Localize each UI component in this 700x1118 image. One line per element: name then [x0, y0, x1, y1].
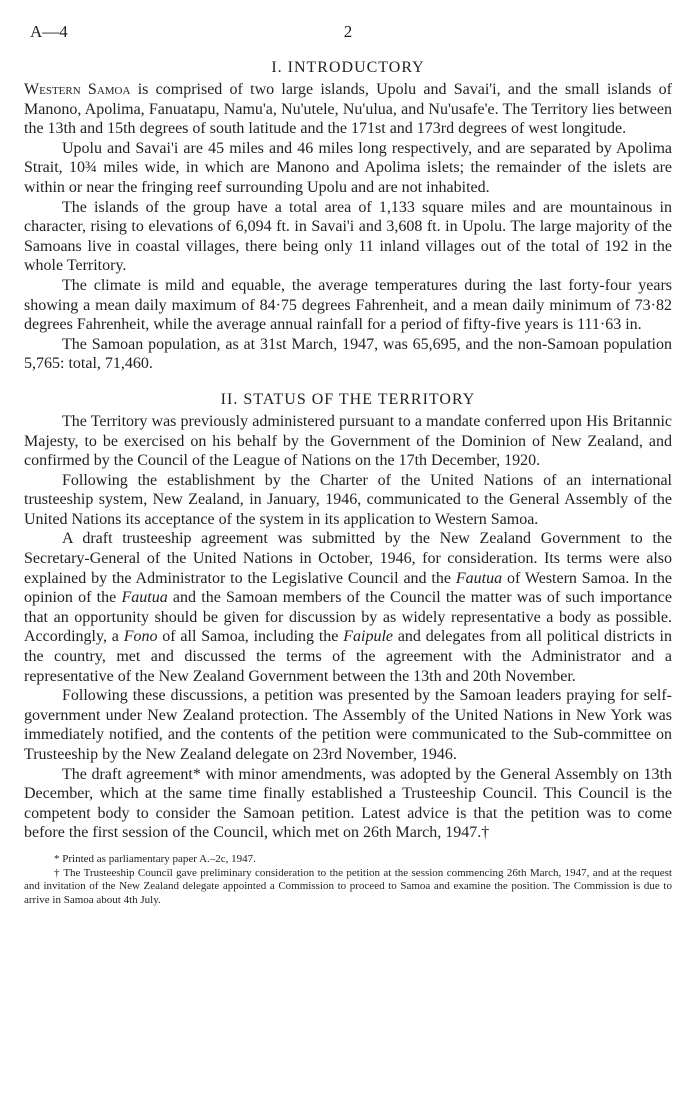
paragraph-intro-2: Upolu and Savai'i are 45 miles and 46 miles long respectively, and are separated by Apolima Strait, 10¾ miles wide, in which are Manono and Apolima islets; the remainder of the islets are within or near the fringing reef surrounding Upolu and are not inhabited. [24, 139, 672, 196]
paragraph-status-3 [24, 529, 672, 686]
term-fautua: Fautua [121, 589, 168, 607]
lead-in-western-samoa: Western Samoa [24, 81, 131, 98]
term-fono: Fono [123, 628, 158, 646]
paragraph-text: A draft trusteeship agreement was submitted by the New Zealand Government to the Secretary-General of the United Nations in October, 1946, for consideration. Its terms were also explained by the Administrator to the Legislative Council and the [24, 530, 672, 587]
paragraph-status-2: Following the establishment by the Charter of the United Nations of an international trusteeship system, New Zealand, in January, 1946, communicated to the General Assembly of the United Nations its acceptance of the system in its application to Western Samoa. [24, 471, 672, 528]
paragraph-text: and delegates from all political districts in the country, met and discussed the terms of the agreement with the Administrator and a representative of the New Zealand Government between the 13th and 20th November. [24, 628, 672, 685]
paragraph-status-5: The draft agreement* with minor amendments, was adopted by the General Assembly on 13th December, which at the same time finally established a Trusteeship Council. This Council is the competent body to consider the Samoan petition. Latest advice is that the petition was to come before the first session of the Council, which met on 26th March, 1947.† [24, 765, 672, 842]
section-heading-status: II. STATUS OF THE TERRITORY [220, 390, 476, 408]
paragraph-intro-4: The climate is mild and equable, the average temperatures during the last forty-four years showing a mean daily maximum of 84·75 degrees Fahrenheit, and a mean daily minimum of 73·82 degrees Fahrenheit, while the average annual rainfall for a period of fifty-five years is 111·63 in. [24, 276, 672, 334]
paragraph-status-1: The Territory was previously administered pursuant to a mandate conferred upon His Britannic Majesty, to be exercised on his behalf by the Government of the Dominion of New Zealand, and confirmed by the Council of the League of Nations on the 17th December, 1920. [24, 412, 672, 470]
page-header [24, 20, 672, 44]
paragraph-intro-5: The Samoan population, as at 31st March, 1947, was 65,695, and the non-Samoan population 5,765: total, 71,460. [24, 335, 672, 373]
footnote-2: † The Trusteeship Council gave preliminary consideration to the petition at the session commencing 26th March, 1947, and at the request and invitation of the New Zealand delegate appointed a Commission to proceed to Samoa and examine the position. The Commission is due to arrive in Samoa about 4th July. [24, 866, 672, 906]
document-reference: A—4 [30, 22, 68, 41]
term-faipule: Faipule [343, 628, 393, 646]
section-heading-introductory: I. INTRODUCTORY [271, 59, 425, 76]
page-number: 2 [343, 22, 353, 41]
document-page [24, 20, 672, 907]
paragraph-intro-3: The islands of the group have a total area of 1,133 square miles and are mountainous in character, rising to elevations of 6,094 ft. in Savai'i and 3,608 ft. in Upolu. The large majority of the Samoans live in coastal villages, there being only 11 inland villages out of the total of 192 in the whole Territory. [24, 198, 672, 275]
footnote-1: * Printed as parliamentary paper A.–2c, 1947. [54, 852, 256, 865]
paragraph-text: is comprised of two large islands, Upolu and Savai'i, and the small islands of Manono, Apolima, Fanuatapu, Namu'a, Nu'utele, Nu'ulua, and Nu'usafe'e. The Territory lies between the 13th and 15th degrees of south latitude and the 171st and 173rd degrees of west longitude. [24, 81, 672, 138]
paragraph-text: of Western Samoa. In the opinion of the [24, 569, 673, 607]
paragraph-text: and the Samoan members of the Council the matter was of such importance that an opportunity should be given for discussion by as widely representative a body as possible. Accordingly, a [24, 589, 673, 646]
paragraph-intro-1 [24, 80, 672, 139]
footnotes [24, 853, 672, 907]
term-fautua: Fautua [455, 569, 503, 587]
paragraph-text: of all Samoa, including the [157, 628, 344, 646]
paragraph-status-4: Following these discussions, a petition was presented by the Samoan leaders praying for self-government under New Zealand protection. The Assembly of the United Nations in New York was immediately notified, and the contents of the petition were communicated to the Sub-committee on Trusteeship by the New Zealand delegate on 23rd November, 1946. [24, 687, 672, 763]
